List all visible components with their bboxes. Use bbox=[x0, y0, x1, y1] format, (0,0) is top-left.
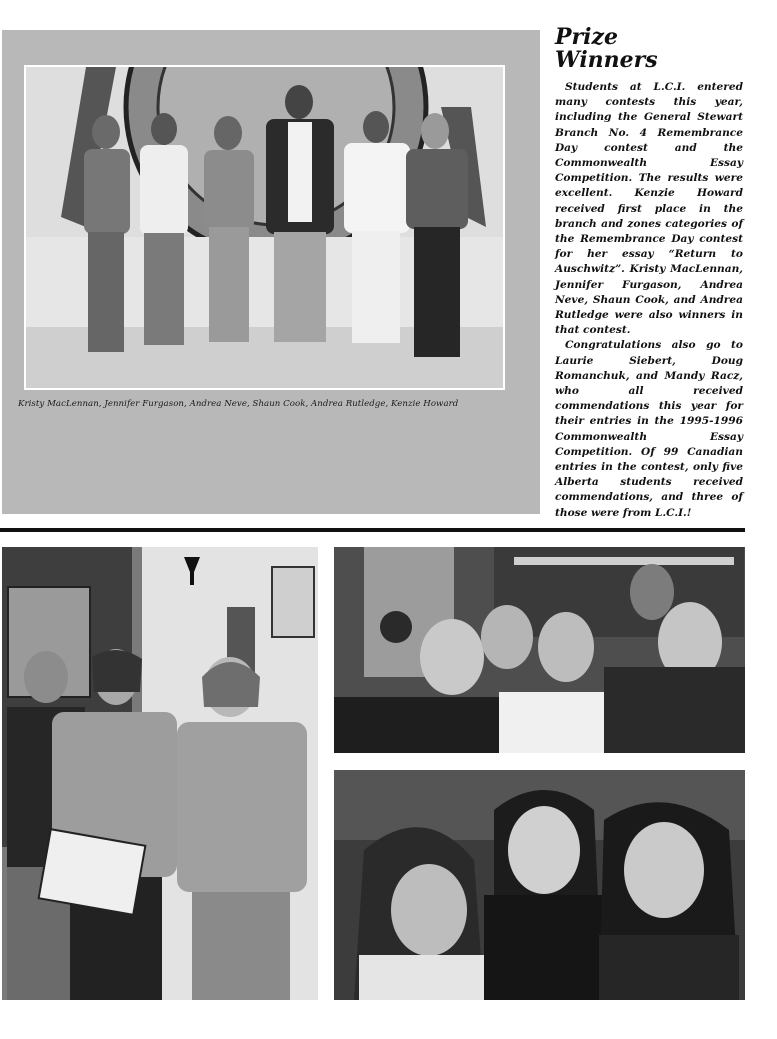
section-divider bbox=[0, 528, 745, 532]
three-students-photo bbox=[334, 770, 745, 1000]
article-paragraph-1: Students at L.C.I. entered many contests this year, including the General Stewart Branch No. 4 Remembrance Day contest and the Commonwealth Essay Competition. The results were excellent. Kenzie Howard received first place in the branch and zones categories of the Remembrance Day contest for her essay “Return to Auschwitz”. Kristy MacLennan, Jennifer Furgason, Andrea Neve, Shaun Cook, and Andrea Rutledge were also winners in that contest. bbox=[555, 81, 743, 337]
group-photo bbox=[24, 65, 505, 390]
title-line-1: Prize bbox=[555, 24, 618, 50]
page-title bbox=[555, 26, 765, 72]
article-paragraph-2: Congratulations also go to Laurie Siebert, Doug Romanchuk, and Mandy Racz, who all received commendations this year for their entries in the 1995-1996 Commonwealth Essay Competition. Of 99 Canadian entries in the contest, only five Alberta students received commendations, and three of those were from L.C.I.! bbox=[555, 339, 743, 519]
students-hallway-photo bbox=[2, 547, 318, 1000]
group-photo-caption: Kristy MacLennan, Jennifer Furgason, Andrea Neve, Shaun Cook, Andrea Rutledge, Kenzie Howard bbox=[18, 399, 459, 409]
students-group-photo bbox=[334, 547, 745, 753]
title-line-2: Winners bbox=[555, 47, 658, 73]
article-body bbox=[555, 80, 743, 521]
